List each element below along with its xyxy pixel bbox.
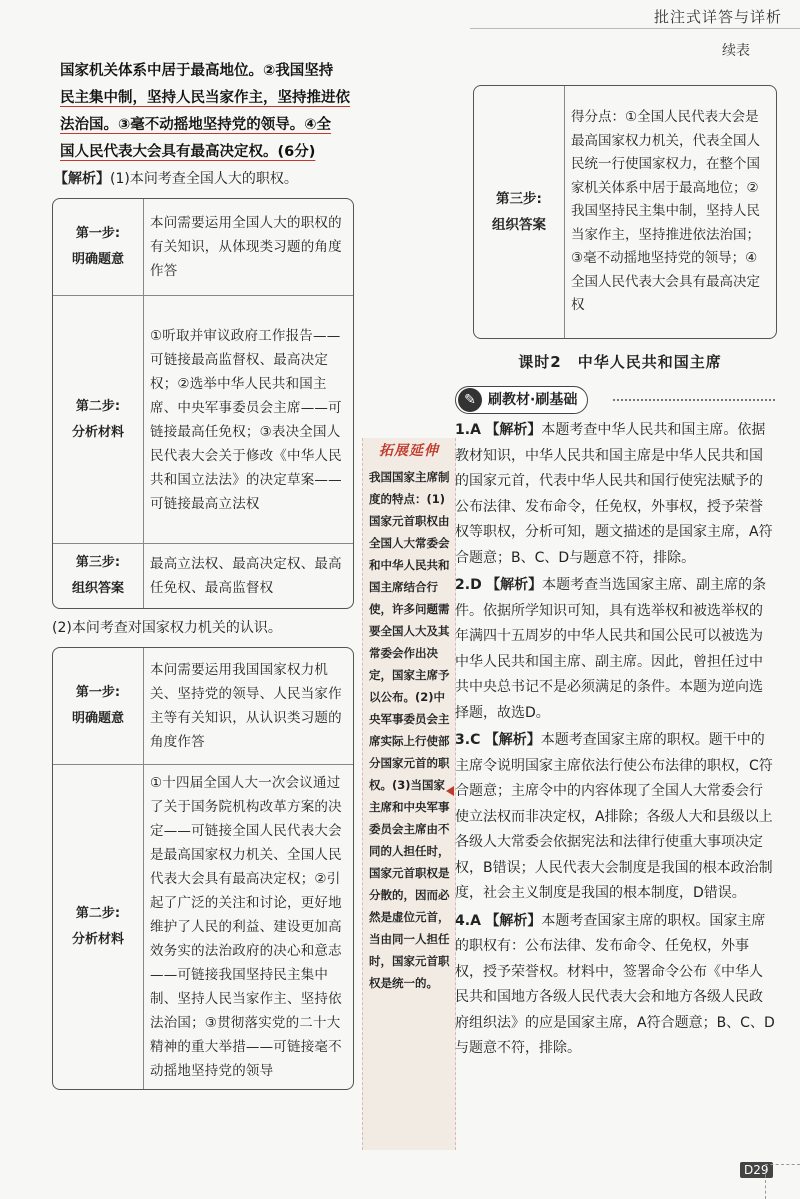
step-desc: 得分点：①全国人民代表大会是最高国家权力机关，代表全国人民统一行使国家权力，在整个国家机关体系中居于最高地位；②我国坚持民主集中制，坚持人民当家作主，坚持推进依法治国；③毫不动摇地坚持党的领导；④全国人民代表大会具有最高决定权 [571,109,760,314]
corner-mark [765,1164,800,1199]
table-row [53,295,353,543]
right-column [455,85,775,1064]
left-column [52,58,360,1096]
answer-table [473,85,777,339]
step-desc: 本问需要运用全国人大的职权的有关知识，从体现类习题的角度作答 [150,215,342,279]
pointer-arrow-icon [446,786,454,796]
step-desc: ①听取并审议政府工作报告——可链接最高监督权、最高决定权；②选举中华人民共和国主席、中央军事委员会主席——可链接最高任免权；③表决全国人民代表大会关于修改《中华人民共和国立法法》的决定草案——可链接最高立法权 [144,295,353,543]
step-label: 第二步: 分析材料 [53,295,144,543]
step-desc: 本问需要运用我国国家权力机关、坚持党的领导、人民当家作主等有关知识，从认识类习题的角度作答 [150,662,342,750]
section-banner [455,386,775,414]
header-title: 批注式详答与详析 [653,8,782,26]
question-item: 4.A 【解析】本题考查国家主席的职权。国家主席的职权有：公布法律、发布命令、任免权，外事权，授予荣誉权。材料中，签署命令公布《中华人民共和国地方各级人民代表大会和地方各级人民政府组织法》的应是国家主席，A符合题意；B、C、D与题意不符，排除。 [455,912,775,1056]
header-rule [470,28,800,29]
step-label: 第三步: 组织答案 [53,543,144,608]
answer-block [60,58,360,166]
analysis-intro-1: 【解析】(1)本问考查全国人大的职权。 [54,171,298,187]
answer-line: 法治国。③毫不动摇地坚持党的领导。④全 [60,117,332,133]
step-label: 第三步: 组织答案 [474,86,565,338]
table-row [53,648,353,764]
analysis-table-1 [52,198,354,609]
banner-divider [613,399,775,401]
analysis-table-2 [52,647,354,1090]
table-row [474,86,776,338]
page-number: D29 [740,1162,773,1178]
step-desc: 最高立法权、最高决定权、最高任免权、最高监督权 [144,543,353,608]
question-item: 1.A 【解析】本题考查中华人民共和国主席。依据教材知识，中华人民共和国主席是中华人民共和国的国家元首，代表中华人民共和国行使宪法赋予的公布法律、发布命令，任免权，外事权，授予荣誉权等职权，分析可知，题文描述的是国家主席，A符合题意；B、C、D与题意不符，排除。 [455,422,773,566]
question-item: 2.D 【解析】本题考查当选国家主席、副主席的条件。依据所学知识可知，具有选举权和被选举权的年满四十五周岁的中华人民共和国公民可以被选为中华人民共和国主席、副主席。因此，曾担任过中共中央总书记不是必须满足的条件。本题为逆向选择题，故选D。 [455,577,767,721]
answer-line: 国家机关体系中居于最高地位。②我国坚持 [60,63,334,79]
extension-body: 我国国家主席制度的特点：(1)国家元首职权由全国人大常委会和中华人民共和国主席结合行使，许多问题需要全国人大及其常委会作出决定，国家主席予以公布。(2)中央军事委员会主席实际上行使部分国家元首的职权。(3)当国家主席和中央军事委员会主席由不同的人担任时，国家元首职权是分散的，因而必然是虚位元首，当由同一人担任时，国家元首职权是统一的。 [369,470,450,990]
table-row [53,543,353,608]
step-label: 第一步: 明确题意 [53,199,144,295]
step-desc: ①十四届全国人大一次会议通过了关于国务院机构改革方案的决定——可链接全国人民代表大会是最高国家权力机关、全国人民代表大会具有最高决定权；②引起了广泛的关注和讨论，更好地维护了人民的利益、建设更加高效务实的法治政府的决心和意志——可链接我国坚持民主集中制、坚持人民当家作主、坚持依法治国；③贯彻落实党的二十大精神的重大举措——可链接毫不动摇地坚持党的领导 [144,764,353,1089]
banner-badge: ✎ 刷教材·刷基础 [455,386,588,414]
analysis-intro-2: (2)本问考查对国家权力机关的认识。 [52,620,282,636]
table-row [53,764,353,1089]
continued-label: 续表 [722,43,750,59]
table-row [53,199,353,295]
step-label: 第二步: 分析材料 [53,764,144,1089]
extension-title: 拓展延伸 [379,443,439,459]
answer-line: 国人民代表大会具有最高决定权。(6分) [60,144,316,160]
extension-sidebar [362,438,456,1150]
answer-line: 民主集中制，坚持人民当家作主，坚持推进依 [60,90,350,106]
lesson-title: 课时2 中华人民共和国主席 [518,353,722,371]
step-label: 第一步: 明确题意 [53,648,144,764]
question-item: 3.C 【解析】本题考查国家主席的职权。题干中的主席令说明国家主席依法行使公布法律的职权，C符合题意；主席令中的内容体现了全国人大常委会行使立法权而非决定权，A排除；各级人大和县级以上各级人大常委会依据宪法和法律行使重大事项决定权，B错误；人民代表大会制度是我国的根本政治制度，社会主义制度是我国的根本制度，D错误。 [455,732,773,901]
book-icon: ✎ [458,388,482,412]
